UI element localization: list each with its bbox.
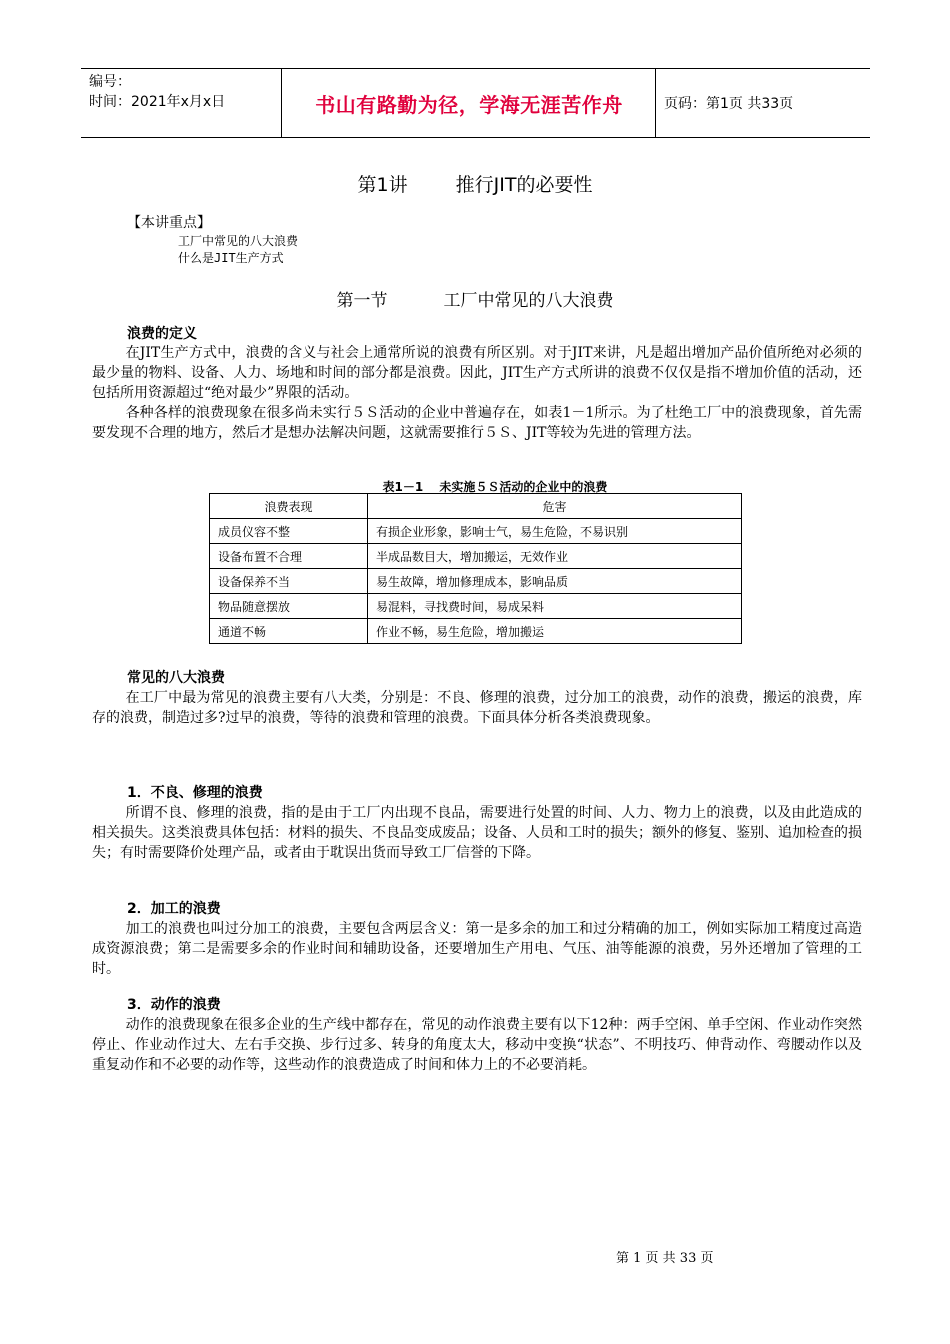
waste1-heading: 1．不良、修理的浪费 bbox=[127, 785, 263, 801]
section-name: 工厂中常见的八大浪费 bbox=[443, 291, 614, 311]
section-title bbox=[0, 286, 950, 311]
number-label: 编号： bbox=[89, 74, 131, 90]
table-row bbox=[210, 544, 742, 569]
table-header-cell: 浪费表现 bbox=[210, 494, 368, 519]
lecture-title bbox=[0, 170, 950, 197]
time-label: 时间：2021年x月x日 bbox=[89, 94, 226, 110]
table-header-cell: 危害 bbox=[368, 494, 742, 519]
table-row bbox=[210, 519, 742, 544]
waste3-heading: 3．动作的浪费 bbox=[127, 997, 221, 1013]
header-motto: 书山有路勤为径，学海无涯苦作舟 bbox=[283, 69, 656, 137]
table-cell: 易生故障，增加修理成本，影响品质 bbox=[368, 569, 742, 594]
definition-heading: 浪费的定义 bbox=[127, 326, 197, 342]
key-point-item: 什么是JIT生产方式 bbox=[178, 251, 284, 265]
page-footer: 第 1 页 共 33 页 bbox=[616, 1251, 714, 1266]
key-points-heading: 【本讲重点】 bbox=[127, 215, 211, 231]
waste1-paragraph: 所谓不良、修理的浪费，指的是由于工厂内出现不良品，需要进行处置的时间、人力、物力上的浪费，以及由此造成的相关损失。这类浪费具体包括：材料的损失、不良品变成废品；设备、人员和工时的损失；额外的修复、鉴别、追加检查的损失；有时需要降价处理产品，或者由于耽误出货而导致工厂信誉的下降。 bbox=[92, 805, 862, 861]
table-cell: 易混料，寻找费时间，易成呆料 bbox=[368, 594, 742, 619]
table-cell: 设备布置不合理 bbox=[210, 544, 368, 569]
table-cell: 设备保养不当 bbox=[210, 569, 368, 594]
table-row bbox=[210, 569, 742, 594]
table-cell: 半成品数目大，增加搬运，无效作业 bbox=[368, 544, 742, 569]
table-cell: 通道不畅 bbox=[210, 619, 368, 644]
page-header bbox=[81, 68, 870, 138]
header-meta bbox=[81, 69, 282, 137]
waste-table bbox=[209, 493, 742, 644]
eight-wastes-heading: 常见的八大浪费 bbox=[127, 670, 225, 686]
table-cell: 作业不畅，易生危险，增加搬运 bbox=[368, 619, 742, 644]
lecture-topic: 推行JIT的必要性 bbox=[455, 174, 593, 196]
definition-paragraph-2: 各种各样的浪费现象在很多尚未实行５Ｓ活动的企业中普遍存在，如表1－1所示。为了杜绝工厂中的浪费现象，首先需要发现不合理的地方，然后才是想办法解决问题，这就需要推行５Ｓ、JIT等较为先进的管理方法。 bbox=[92, 405, 862, 441]
table-caption: 表1－1 未实施５Ｓ活动的企业中的浪费 bbox=[382, 480, 608, 494]
waste2-paragraph: 加工的浪费也叫过分加工的浪费，主要包含两层含义：第一是多余的加工和过分精确的加工，例如实际加工精度过高造成资源浪费；第二是需要多余的作业时间和辅助设备，还要增加生产用电、气压、油等能源的浪费，另外还增加了管理的工时。 bbox=[92, 921, 862, 977]
eight-wastes-paragraph: 在工厂中最为常见的浪费主要有八大类，分别是：不良、修理的浪费，过分加工的浪费，动作的浪费，搬运的浪费，库存的浪费，制造过多?过早的浪费，等待的浪费和管理的浪费。下面具体分析各类浪费现象。 bbox=[92, 690, 862, 726]
lecture-number: 第1讲 bbox=[357, 174, 408, 196]
section-number: 第一节 bbox=[336, 291, 388, 311]
table-cell: 有损企业形象，影响士气，易生危险，不易识别 bbox=[368, 519, 742, 544]
table-cell: 成员仪容不整 bbox=[210, 519, 368, 544]
waste3-paragraph: 动作的浪费现象在很多企业的生产线中都存在，常见的动作浪费主要有以下12种：两手空闲、单手空闲、作业动作突然停止、作业动作过大、左右手交换、步行过多、转身的角度太大，移动中变换“状态”、不明技巧、伸背动作、弯腰动作以及重复动作和不必要的动作等，这些动作的浪费造成了时间和体力上的不必要消耗。 bbox=[92, 1017, 862, 1073]
table-cell: 物品随意摆放 bbox=[210, 594, 368, 619]
table-row bbox=[210, 619, 742, 644]
definition-paragraph-1: 在JIT生产方式中，浪费的含义与社会上通常所说的浪费有所区别。对于JIT来讲，凡是超出增加产品价值所绝对必须的最少量的物料、设备、人力、场地和时间的部分都是浪费。因此，JIT生产方式所讲的浪费不仅仅是指不增加价值的活动，还包括所用资源超过“绝对最少”界限的活动。 bbox=[92, 345, 862, 401]
waste2-heading: 2．加工的浪费 bbox=[127, 901, 221, 917]
table-header-row bbox=[210, 494, 742, 519]
table-row bbox=[210, 594, 742, 619]
header-page-label: 页码：第1页 共33页 bbox=[664, 96, 794, 112]
key-point-item: 工厂中常见的八大浪费 bbox=[178, 234, 299, 248]
